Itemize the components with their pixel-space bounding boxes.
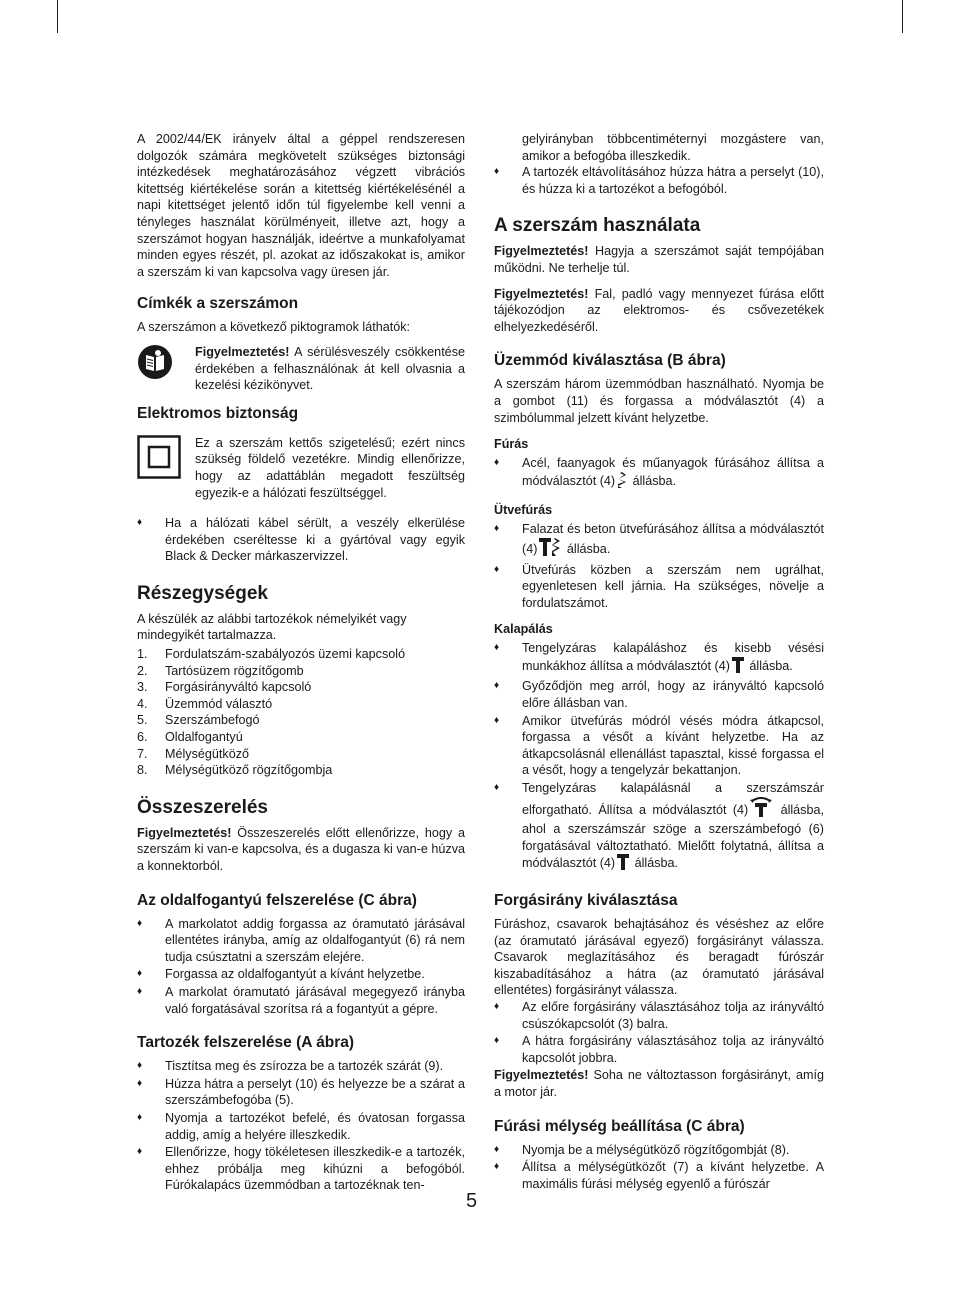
list-item: ♦ A tartozék eltávolításához húzza hátra a perselyt (10), és húzza ki a tartozékot a befogóból. xyxy=(494,165,824,196)
mode-text: A szerszám három üzemmódban használható. Nyomja be a gombot (11) és forgassa a módválasztót (4) a szimbólummal jelzett kívánt helyzetbe. xyxy=(494,377,824,425)
diamond-bullet-icon: ♦ xyxy=(137,1146,143,1158)
list-item: 2. Tartósüzem rögzítőgomb xyxy=(137,663,304,678)
assembly-warning: Figyelmeztetés! Összeszerelés előtt ellenőrizze, hogy a szerszám ki van-e kapcsolva, és a dugasza ki van-e húzva a konnektorból. xyxy=(137,825,465,873)
list-item: ♦ Tengelyzáras kalapálásnál a szerszámszár elforgatható. Állítsa a módválasztót (4) állásba, ahol a szerszámszár szöge a szerszámbefogó (6) forgatásával változtatható. Mielőtt folytatná, állítsa a módválasztót (4) állásba. xyxy=(494,780,824,875)
read-manual-icon xyxy=(137,344,195,394)
list-item: ♦ Győződjön meg arról, hogy az irányváltó kapcsoló előre állásban van. xyxy=(494,679,824,711)
diamond-bullet-icon: ♦ xyxy=(494,457,500,469)
list-item: ♦ Falazat és beton ütvefúrásához állítsa a módválasztót (4) állásba. xyxy=(494,521,824,560)
diamond-bullet-icon: ♦ xyxy=(494,642,500,654)
chisel-rotate-mode-icon xyxy=(750,797,772,822)
labels-text: A szerszámon a következő piktogramok láthatók: xyxy=(137,320,410,335)
diamond-bullet-icon: ♦ xyxy=(137,917,143,929)
cable-bullet-list xyxy=(137,515,465,565)
hammer-drill-mode-icon xyxy=(539,538,561,561)
manual-pictogram-row xyxy=(137,344,465,394)
parts-list xyxy=(137,646,465,779)
double-insulation-icon xyxy=(137,435,195,501)
list-item: ♦ Ellenőrizze, hogy tökéletesen illeszkedik-e a tartozék, ehhez próbálja meg kihúzni a befogóból. Fúrókalapács üzemmódban a tartozéknak ten- xyxy=(137,1145,465,1193)
electrical-safety-heading: Elektromos biztonság xyxy=(137,404,299,422)
list-item: ♦ Nyomja a tartozékot befelé, és óvatosan forgassa addig, amíg a helyére illeszkedik. xyxy=(137,1110,465,1142)
depth-list xyxy=(494,1142,824,1193)
list-item: ♦ A markolat óramutató járásával megegyező irányba való forgatásával szorítsa rá a fogantyút a gépre. xyxy=(137,984,465,1016)
list-item: 4. Üzemmód választó xyxy=(137,696,273,711)
assembly-heading: Összeszerelés xyxy=(137,796,268,818)
use-warning-2: Figyelmeztetés! Fal, padló vagy mennyezet fúrása előtt tájékozódjon az elektromos- és csővezetékek elhelyezkedéséről. xyxy=(494,286,824,334)
list-item: ♦ Forgassa az oldalfogantyút a kívánt helyzetbe. xyxy=(137,967,425,982)
page-number: 5 xyxy=(466,1190,478,1212)
diamond-bullet-icon: ♦ xyxy=(494,1035,500,1047)
drill-mode-icon xyxy=(617,472,627,493)
chisel-list xyxy=(494,640,824,875)
direction-heading: Forgásirány kiválasztása xyxy=(494,892,678,909)
parts-intro: A készülék az alábbi tartozékok némelyikét vagy mindegyikét tartalmazza. xyxy=(137,611,407,643)
accessory-heading: Tartozék felszerelése (A ábra) xyxy=(137,1034,355,1052)
left-column xyxy=(137,131,465,1195)
diamond-bullet-icon: ♦ xyxy=(494,523,500,535)
list-item: ♦ Húzza hátra a perselyt (10) és helyezze be a szárat a szerszámbefogóba (5). xyxy=(137,1076,465,1108)
hammer-drill-list xyxy=(494,521,824,611)
drilling-heading: Fúrás xyxy=(494,437,529,452)
double-insulation-text: Ez a szerszám kettős szigetelésű; ezért nincs szükség földelő vezetékre. Mindig ellenőrizze, hogy az adattáblán megadott feszültség egyezik-e a hálózati feszültséggel. xyxy=(195,435,465,500)
side-handle-steps xyxy=(137,916,465,1018)
diamond-bullet-icon: ♦ xyxy=(137,1111,143,1123)
right-column xyxy=(494,131,824,1193)
warning-body: A sérülésveszély csökkentése érdekében a felhasználónak át kell olvasnia a kezelési kézikönyvet. xyxy=(195,344,465,393)
diamond-bullet-icon: ♦ xyxy=(494,1000,500,1012)
depth-heading: Fúrási mélység beállítása (C ábra) xyxy=(494,1117,745,1135)
drilling-list xyxy=(494,455,824,492)
diamond-bullet-icon: ♦ xyxy=(494,166,500,178)
list-item: 7. Mélységütköző xyxy=(137,746,249,761)
list-item: ♦ Acél, faanyagok és műanyagok fúrásához állítsa a módválasztót (4) állásba. xyxy=(494,455,824,492)
labels-heading: Címkék a szerszámon xyxy=(137,295,299,313)
diamond-bullet-icon: ♦ xyxy=(137,968,143,980)
diamond-bullet-icon: ♦ xyxy=(137,1077,143,1089)
list-item: ♦ Amikor ütvefúrás módról vésés módra átkapcsol, forgassa a vésőt a kívánt helyzetbe. Ha az átkapcsolásnál ellenállást tapasztal, kissé forgassa el a vésőt, hogy a tengelyzár bekattanjon. xyxy=(494,713,824,778)
diamond-bullet-icon: ♦ xyxy=(494,782,500,794)
diamond-bullet-icon: ♦ xyxy=(494,680,500,692)
diamond-bullet-icon: ♦ xyxy=(494,1161,500,1173)
use-warning-1: Figyelmeztetés! Hagyja a szerszámot saját tempójában működni. Ne terhelje túl. xyxy=(494,244,824,275)
chisel-heading: Kalapálás xyxy=(494,622,553,637)
list-item: ♦ Állítsa a mélységütközőt (7) a kívánt helyzetbe. A maximális fúrási mélység egyenlő a fúrószár xyxy=(494,1160,824,1191)
use-heading: A szerszám használata xyxy=(494,215,701,237)
direction-warning: Figyelmeztetés! Soha ne változtasson forgásirányt, amíg a motor jár. xyxy=(494,1068,824,1099)
diamond-bullet-icon: ♦ xyxy=(494,1143,500,1155)
list-item: 5. Szerszámbefogó xyxy=(137,713,260,728)
list-item: ♦ Ha a hálózati kábel sérült, a veszély elkerülése érdekében cseréltesse ki a gyártóval vagy egyik Black & Decker márkaszervizzel. xyxy=(137,516,465,564)
list-item: ♦ Ütvefúrás közben a szerszám nem ugrálhat, egyenletesen kell járnia. Ha szükséges, növelje a fordulatszámot. xyxy=(494,562,824,610)
list-item: 8. Mélységütköző rögzítőgombja xyxy=(137,763,333,778)
manual-warning-text xyxy=(195,344,465,394)
vibration-intro: A 2002/44/EK irányelv által a géppel rendszeresen dolgozók számára megkövetelt szükséges biztonsági intézkedések meghatározásához végzett vibrációs kitettség kiértékelése során a kitettség kiértékelésénél a napi kitettséget jelentő időn túl figyelembe kell venni a tényleges használat körülményeit, illetve azt, hogy a szerszámot hogyan használják, ideértve a munkafolyamat minden egyes részét, pl. azokat az időszakokat is, amikor a szerszám ki van kapcsolva vagy üresen jár. xyxy=(137,132,465,279)
crop-mark-right xyxy=(902,0,903,33)
remove-bullet-list xyxy=(494,164,824,197)
direction-list xyxy=(494,999,824,1066)
mode-heading: Üzemmód kiválasztása (B ábra) xyxy=(494,352,726,370)
diamond-bullet-icon: ♦ xyxy=(137,517,143,529)
hammer-drill-heading: Ütvefúrás xyxy=(494,503,553,518)
double-insulation-row xyxy=(137,435,465,501)
crop-mark-left xyxy=(57,0,58,33)
list-item: ♦ Nyomja be a mélységütköző rögzítőgombját (8). xyxy=(494,1142,790,1157)
hammer-mode-icon xyxy=(617,854,629,875)
parts-heading: Részegységek xyxy=(137,582,268,604)
accessory-steps xyxy=(137,1058,465,1194)
list-item: ♦ A hátra forgásirány választásához tolja az irányváltó kapcsolót jobbra. xyxy=(494,1034,824,1065)
diamond-bullet-icon: ♦ xyxy=(494,563,500,575)
list-item: ♦ Az előre forgásirány választásához tolja az irányváltó csúszókapcsolót (3) balra. xyxy=(494,999,824,1031)
list-item: 3. Forgásirányváltó kapcsoló xyxy=(137,680,312,695)
diamond-bullet-icon: ♦ xyxy=(494,714,500,726)
hammer-mode-icon xyxy=(732,657,744,678)
continuation-text: gelyirányban többcentiméternyi mozgástere van, amikor a befogóba illeszkedik. xyxy=(522,132,824,163)
list-item: ♦ A markolatot addig forgassa az óramutató járásával ellentétes irányba, amíg az oldalfogantyút (6) rá nem tudja csúsztatni a szerszám elejére. xyxy=(137,916,465,964)
list-item: ♦ Tengelyzáras kalapáláshoz és kisebb vésési munkákhoz állítsa a módválasztót (4) állásba. xyxy=(494,640,824,677)
list-item: 6. Oldalfogantyú xyxy=(137,730,243,745)
diamond-bullet-icon: ♦ xyxy=(137,985,143,997)
warning-label: Figyelmeztetés! xyxy=(195,344,290,359)
direction-text: Fúráshoz, csavarok behajtásához és véséshez az előre (az óramutató járásával egyező) forgásirányt válassza. Csavarok meglazításához és beragadt fúrószár kiszabadításához a hátra (az óramutató járásával ellentétes) forgásirányt válassza. xyxy=(494,917,824,998)
list-item: 1. Fordulatszám-szabályozós üzemi kapcsoló xyxy=(137,647,406,662)
side-handle-heading: Az oldalfogantyú felszerelése (C ábra) xyxy=(137,891,417,909)
list-item: ♦ Tisztítsa meg és zsírozza be a tartozék szárát (9). xyxy=(137,1059,444,1074)
diamond-bullet-icon: ♦ xyxy=(137,1060,143,1072)
